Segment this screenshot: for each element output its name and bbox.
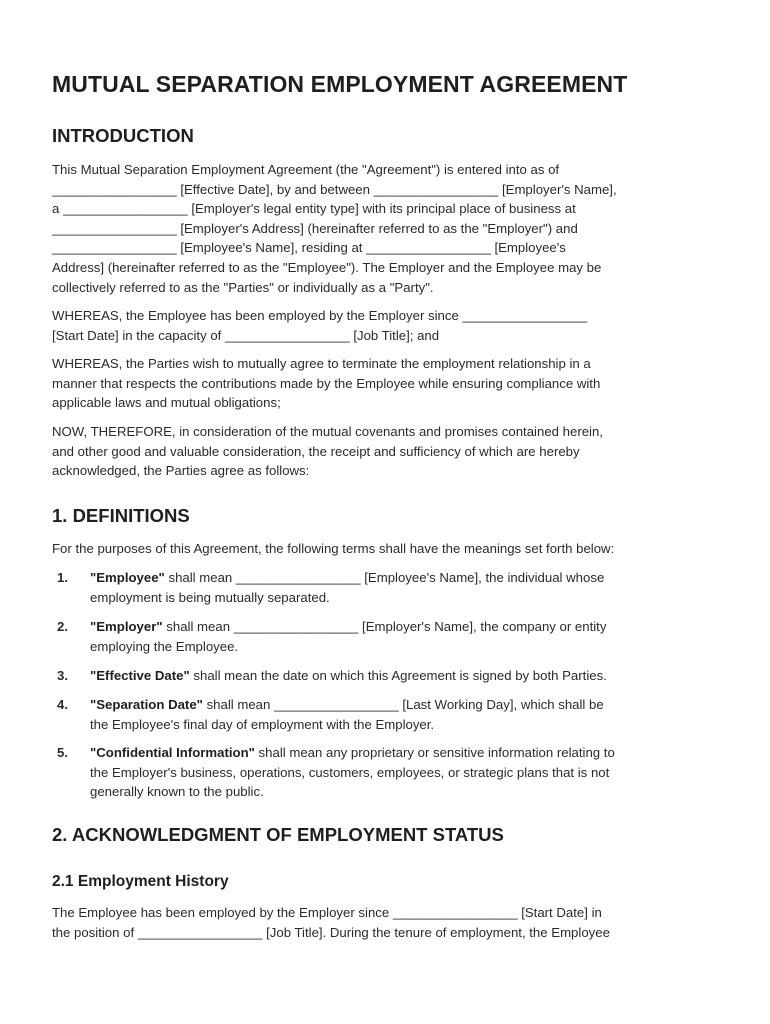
text-line: WHEREAS, the Employee has been employed by the Employer since _________________ [52,308,588,323]
definition-term: "Employer" [90,619,163,634]
text-line: _________________ [Employer's Address] (hereinafter referred to as the "Employer") and [52,220,578,236]
definition-term: "Confidential Information" [90,745,255,760]
text-line: and other good and valuable consideration, the receipt and sufficiency of which are hereby [52,443,580,459]
definitions-intro [52,539,720,559]
document-title: MUTUAL SEPARATION EMPLOYMENT AGREEMENT [52,71,628,97]
definition-term: "Separation Date" [90,697,203,712]
definition-number: 1. [57,570,68,585]
definition-text: shall mean the date on which this Agreement is signed by both Parties. [189,668,607,683]
definition-text: employment is being mutually separated. [90,589,330,605]
text-line: The Employee has been employed by the Employer since _________________ [Start Date] in [52,905,602,920]
definitions-heading: 1. DEFINITIONS [52,505,190,526]
now-therefore-paragraph [52,422,720,481]
definition-text: shall mean any proprietary or sensitive information relating to [254,745,615,760]
definition-text: generally known to the public. [90,784,264,800]
text-line: manner that respects the contributions made by the Employee while ensuring compliance with [52,375,601,391]
definition-number: 3. [57,668,68,683]
whereas-terminate-paragraph [52,354,720,413]
definition-text: shall mean _________________ [Employee's Name], the individual whose [164,570,605,585]
employment-history-paragraph [52,903,720,942]
text-line: the position of _________________ [Job Title]. During the tenure of employment, the Employee [52,924,610,940]
text-line: applicable laws and mutual obligations; [52,395,281,411]
text-line: For the purposes of this Agreement, the following terms shall have the meanings set forth below: [52,541,615,556]
text-line: This Mutual Separation Employment Agreement (the "Agreement") is entered into as of [52,162,560,177]
definition-term: "Effective Date" [90,668,190,683]
text-line: acknowledged, the Parties agree as follows: [52,463,310,479]
acknowledgment-heading: 2. ACKNOWLEDGMENT OF EMPLOYMENT STATUS [52,824,504,845]
definition-text: shall mean _________________ [Last Working Day], which shall be [202,697,604,712]
definition-text: the Employer's business, operations, customers, employees, or strategic plans that is not [90,764,610,780]
text-line: Address] (hereinafter referred to as the "Employee"). The Employer and the Employee may be [52,259,602,275]
introduction-heading: INTRODUCTION [52,125,194,146]
definition-number: 2. [57,619,68,634]
definition-number: 5. [57,745,68,760]
definition-text: the Employee's final day of employment with the Employer. [90,716,435,732]
text-line: _________________ [Effective Date], by and between _________________ [Employer's Name], [52,181,617,197]
text-line: collectively referred to as the "Parties" or individually as a "Party". [52,279,434,295]
text-line: NOW, THEREFORE, in consideration of the mutual covenants and promises contained herein, [52,424,603,439]
introduction-paragraph [52,160,720,297]
whereas-employment-paragraph [52,306,720,345]
text-line: a _________________ [Employer's legal entity type] with its principal place of business at [52,201,576,217]
text-line: _________________ [Employee's Name], residing at _________________ [Employee's [52,240,566,256]
employment-history-subheading: 2.1 Employment History [52,873,229,890]
definition-number: 4. [57,697,68,712]
definition-text: shall mean _________________ [Employer's Name], the company or entity [162,619,607,634]
text-line: WHEREAS, the Parties wish to mutually agree to terminate the employment relationship in a [52,356,591,371]
definition-term: "Employee" [90,570,165,585]
text-line: [Start Date] in the capacity of _________________ [Job Title]; and [52,327,440,343]
definition-text: employing the Employee. [90,638,239,654]
